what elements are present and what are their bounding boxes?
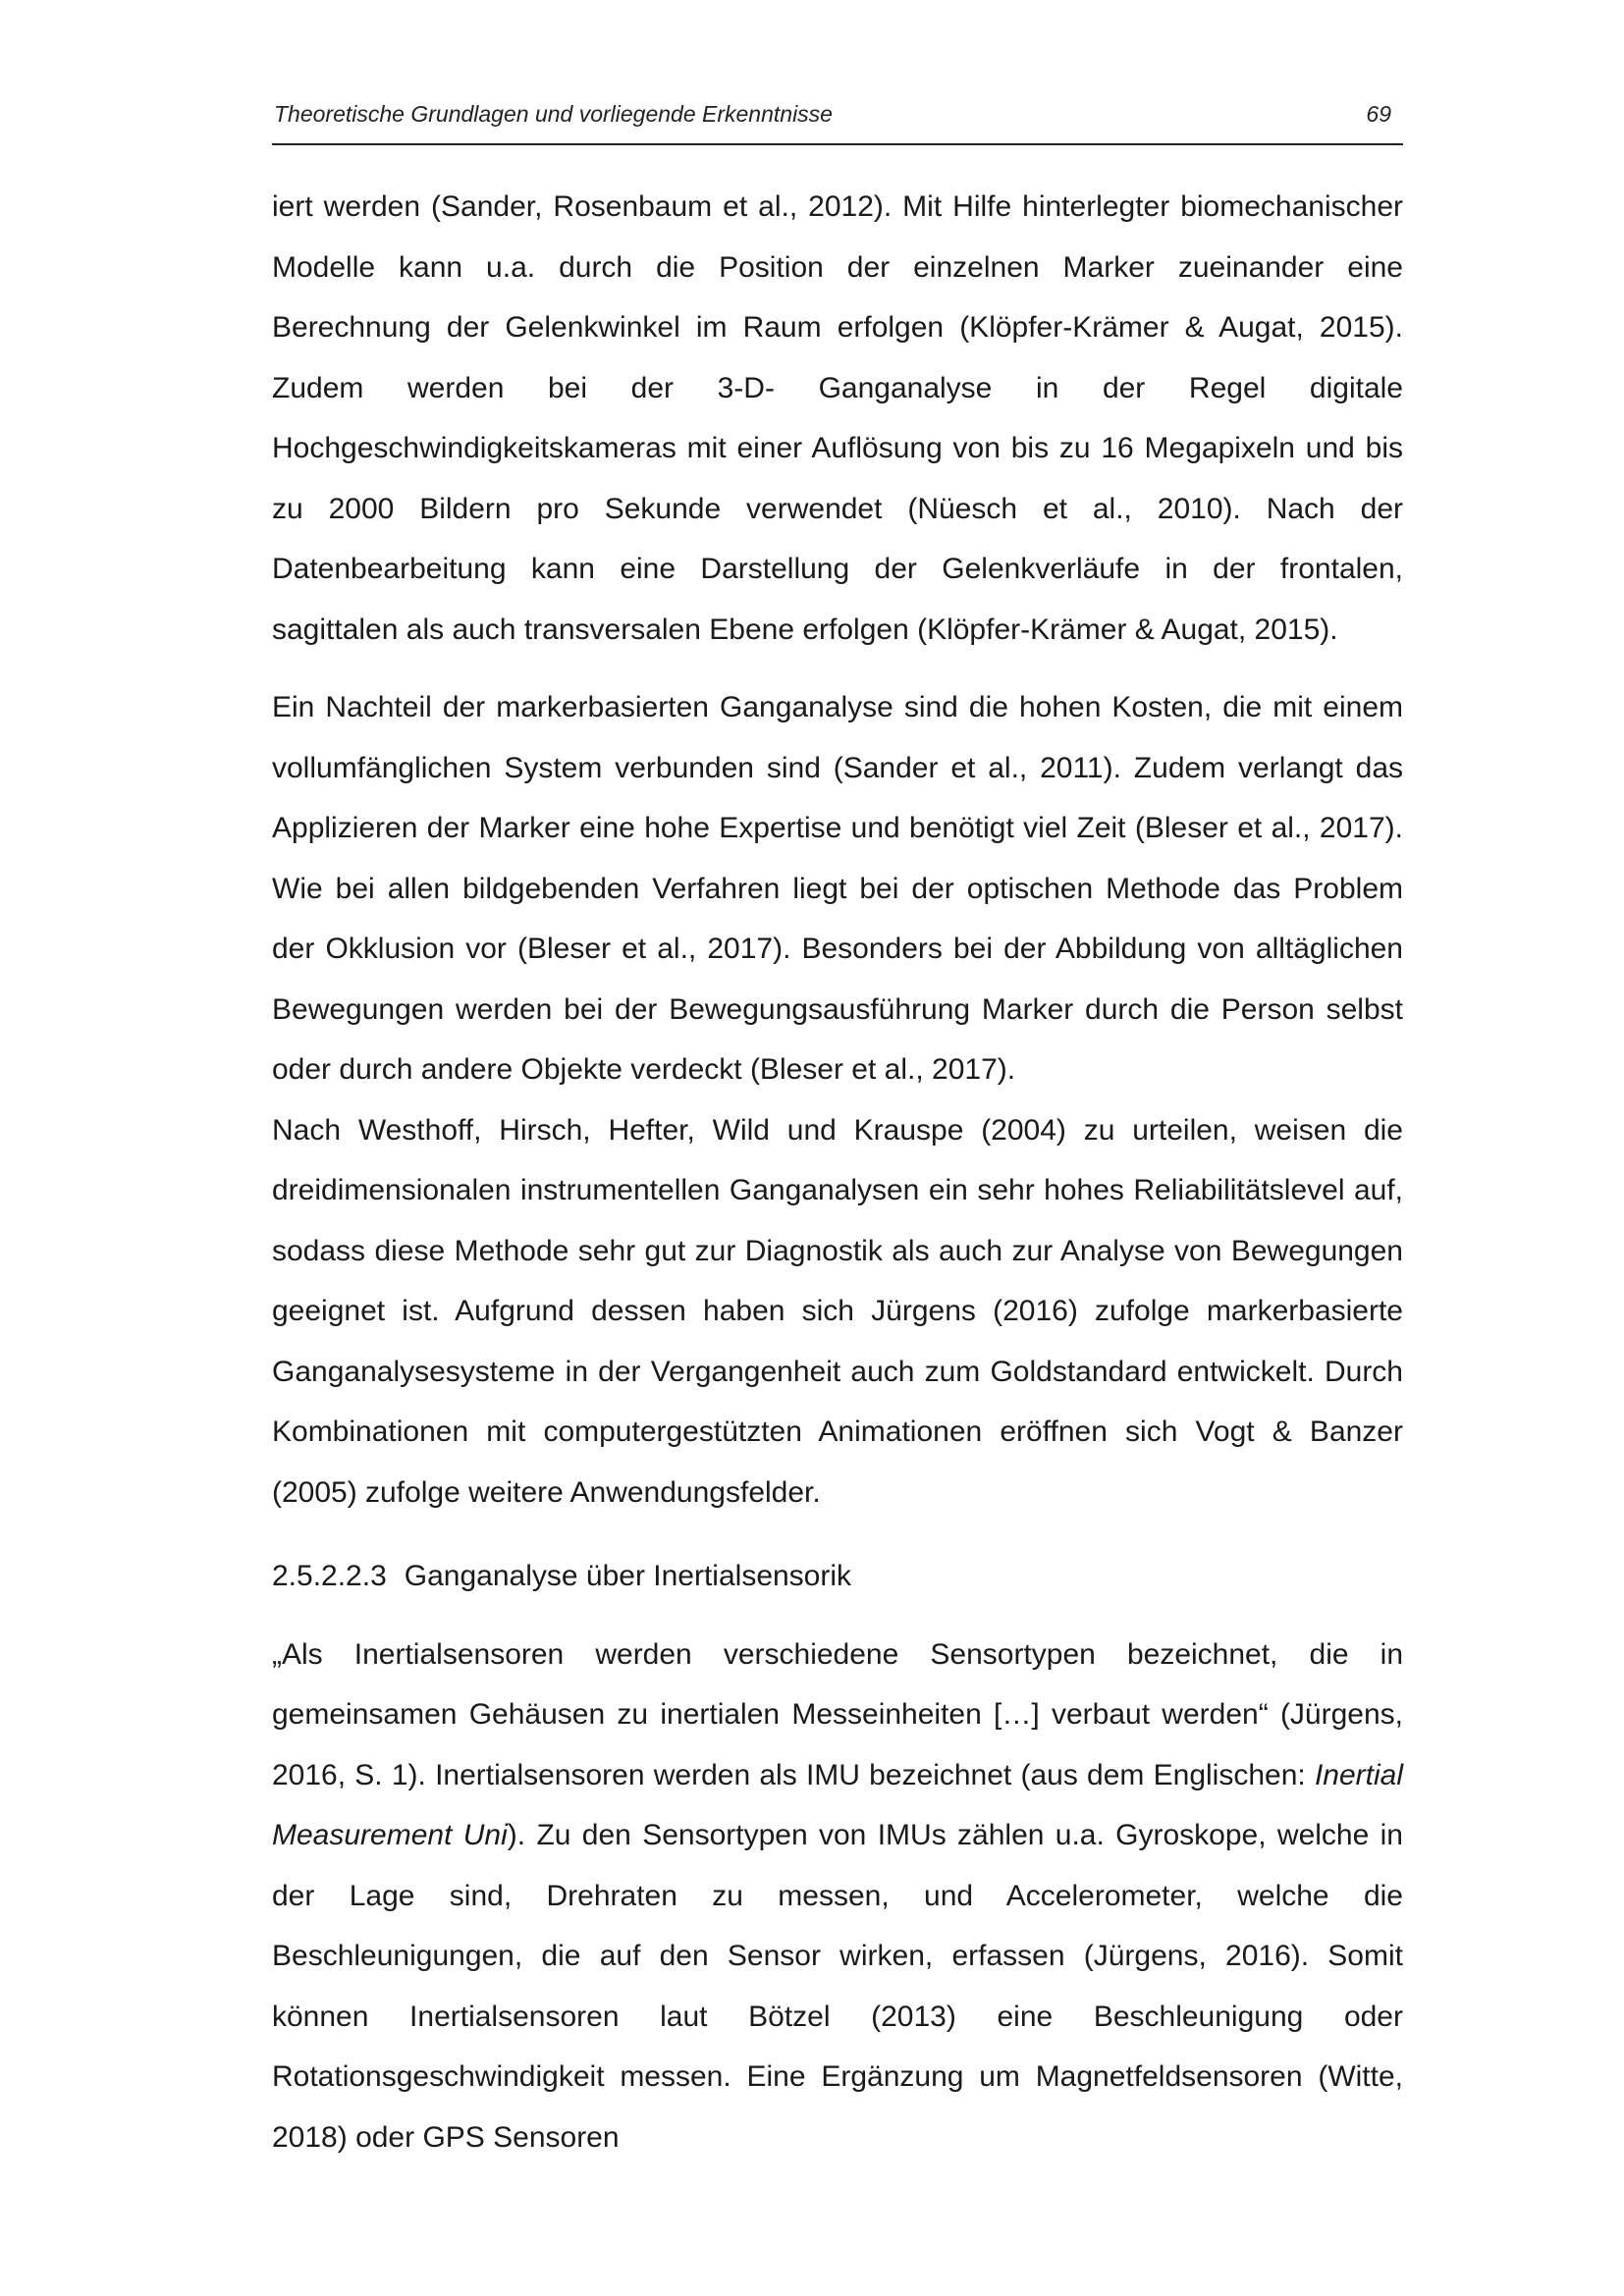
- paragraph-inertial: [272, 1625, 1403, 2168]
- running-header-title: Theoretische Grundlagen und vorliegende Erkenntnisse: [274, 101, 833, 127]
- paragraph-inertial-part1: „Als Inertialsensoren werden verschiedene Sensortypen bezeichnet, die in gemeinsamen Gehäusen zu inertialen Messeinheiten […] verbaut werden“ (Jürgens, 2016, S. 1). Inertialsensoren werden als IMU bezeichnet (aus dem Englischen:: [272, 1637, 1403, 1791]
- section-number: 2.5.2.2.3: [272, 1560, 387, 1592]
- paragraph-reliability: Nach Westhoff, Hirsch, Hefter, Wild und Krauspe (2004) zu urteilen, weisen die dreidimensionalen instrumentellen Ganganalysen ein sehr hohes Reliabilitätslevel auf, sodass diese Methode sehr gut zur Diagnostik als auch zur Analyse von Bewegungen geeignet ist. Aufgrund dessen haben sich Jürgens (2016) zufolge markerbasierte Ganganalysesysteme in der Vergangenheit auch zum Goldstandard entwickelt. Durch Kombinationen mit computergestützten Animationen eröffnen sich Vogt & Banzer (2005) zufolge weitere Anwendungsfelder.: [272, 1113, 1403, 1509]
- paragraph-disadvantages: Ein Nachteil der markerbasierten Ganganalyse sind die hohen Kosten, die mit einem vollumfänglichen System verbunden sind (Sander et al., 2011). Zudem verlangt das Applizieren der Marker eine hohe Expertise und benötigt viel Zeit (Bleser et al., 2017). Wie bei allen bildgebenden Verfahren liegt bei der optischen Methode das Problem der Okklusion vor (Bleser et al., 2017). Besonders bei der Abbildung von alltäglichen Bewegungen werden bei der Bewegungsausführung Marker durch die Person selbst oder durch andere Objekte verdeckt (Bleser et al., 2017).: [272, 691, 1403, 1086]
- section-title: Ganganalyse über Inertialsensorik: [404, 1560, 852, 1592]
- body-text: [272, 177, 1403, 2167]
- running-header: [272, 94, 1403, 145]
- section-heading: [272, 1546, 1403, 1607]
- paragraph-inertial-part2: ). Zu den Sensortypen von IMUs zählen u.a. Gyroskope, welche in der Lage sind, Drehraten zu messen, und Accelerometer, welche die Beschleunigungen, die auf den Sensor wirken, erfassen (Jürgens, 2016). Somit können Inertialsensoren laut Bötzel (2013) eine Beschleunigung oder Rotationsgeschwindigkeit messen. Eine Ergänzung um Magnetfeldsensoren (Witte, 2018) oder GPS Sensoren: [272, 1819, 1403, 2154]
- paragraph-inertial-italic: Inertial Measurement Uni: [272, 1758, 1403, 1851]
- paragraph-continued: iert werden (Sander, Rosenbaum et al., 2012). Mit Hilfe hinterlegter biomechanischer Modelle kann u.a. durch die Position der einzelnen Marker zueinander eine Berechnung der Gelenkwinkel im Raum erfolgen (Klöpfer-Krämer & Augat, 2015). Zudem werden bei der 3-D- Ganganalyse in der Regel digitale Hochgeschwindigkeitskameras mit einer Auflösung von bis zu 16 Megapixeln und bis zu 2000 Bildern pro Sekunde verwendet (Nüesch et al., 2010). Nach der Datenbearbeitung kann eine Darstellung der Gelenkverläufe in der frontalen, sagittalen als auch transversalen Ebene erfolgen (Klöpfer-Krämer & Augat, 2015).: [272, 190, 1403, 646]
- document-page: [272, 94, 1403, 2167]
- page-number: 69: [1366, 101, 1391, 127]
